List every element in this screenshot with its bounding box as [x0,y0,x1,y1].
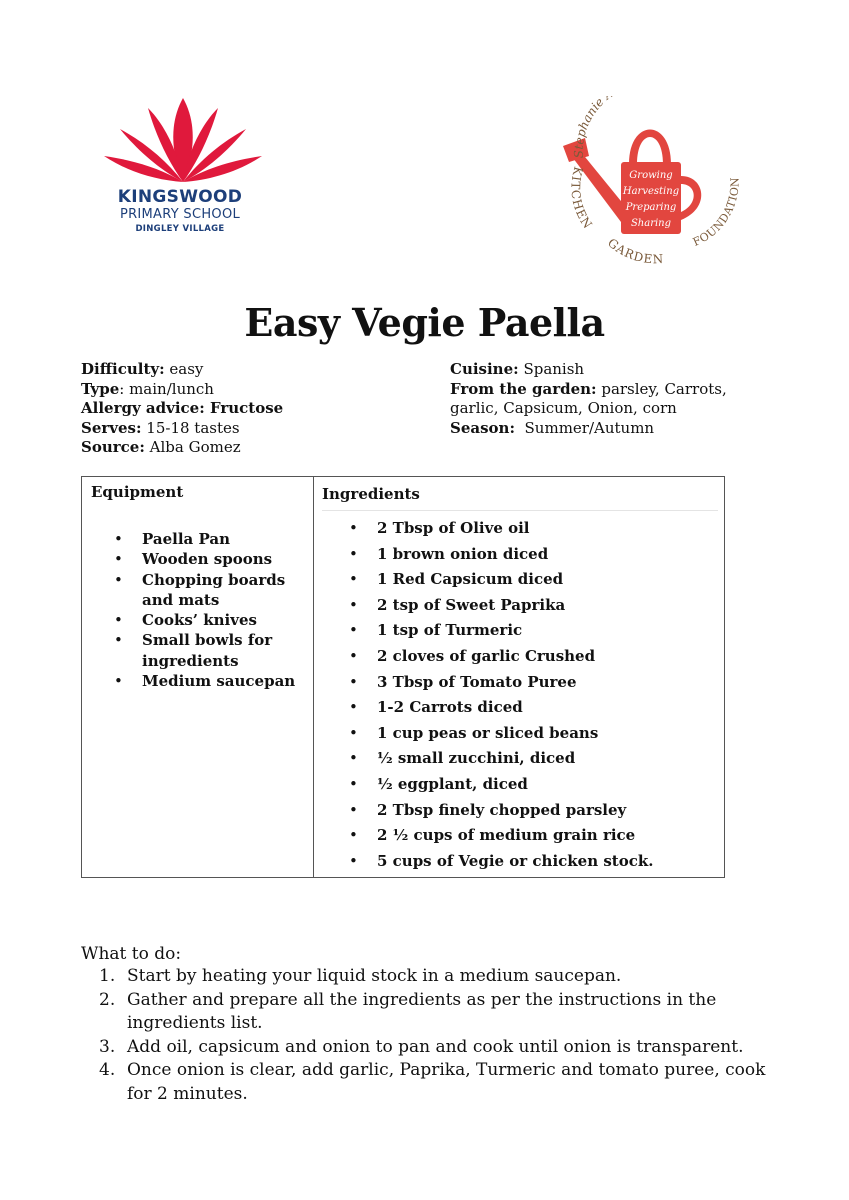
equipment-item: • Paella Pan [114,529,304,549]
meta-type: Type: main/lunch [81,379,214,398]
equipment-item: • Chopping boards and mats [114,570,304,611]
school-name-line1: KINGSWOOD [117,187,243,207]
can-word: Harvesting [622,186,680,197]
step-number: 1. [99,966,116,986]
ingredient-item: • 2 ½ cups of medium grain rice [349,823,719,849]
column-divider [313,477,314,877]
school-name-line3: DINGLEY VILLAGE [135,224,225,234]
ingredient-item: • 1-2 Carrots diced [349,695,719,721]
can-word: Growing [629,170,673,181]
watering-can-icon [555,96,745,266]
svg-text:GARDEN [605,236,665,266]
ingredient-item: • 2 Tbsp finely chopped parsley [349,798,719,824]
ingredient-item: • ½ eggplant, diced [349,772,719,798]
ingredient-item: • 1 tsp of Turmeric [349,618,719,644]
equipment-item: • Medium saucepan [114,671,304,691]
step-text: Once onion is clear, add garlic, Paprika, Turmeric and tomato puree, cook for 2 minutes. [127,1060,766,1104]
school-name-line2: PRIMARY SCHOOL [119,207,241,222]
step-number: 3. [99,1036,116,1057]
foundation-logo [555,96,745,266]
meta-garden: From the garden: parsley, Carrots, garlic, Capsicum, Onion, corn [450,379,727,417]
ingredient-item: • 1 cup peas or sliced beans [349,721,719,747]
equipment-ingredients-table [81,476,725,878]
can-word: Preparing [625,202,677,213]
step-item [81,965,781,989]
step-item [81,989,781,1036]
ingredients-list [349,516,719,874]
equipment-item: • Wooden spoons [114,549,304,569]
step-text: Gather and prepare all the ingredients as per the instructions in the ingredients list. [127,989,717,1033]
step-item [81,1036,781,1060]
ingredient-item: • 5 cups of Vegie or chicken stock. [349,849,719,875]
meta-difficulty: Difficulty: easy [81,360,204,378]
steps-list [81,965,781,1106]
step-item [81,1059,781,1106]
ingredient-item: • 2 tsp of Sweet Paprika [349,593,719,619]
ingredient-item: • 2 cloves of garlic Crushed [349,644,719,670]
ingredient-item: • 1 brown onion diced [349,542,719,568]
school-name [100,188,260,236]
can-word: Sharing [630,218,672,229]
step-number: 2. [99,989,116,1010]
meta-serves: Serves: 15-18 tastes [81,418,240,437]
ingredient-item: • 2 Tbsp of Olive oil [349,516,719,542]
ingredient-item: • 1 Red Capsicum diced [349,567,719,593]
foundation-arc-left: KITCHEN [568,165,596,232]
foundation-arc-bottom: GARDEN [604,235,665,266]
step-number: 4. [99,1060,116,1080]
foundation-arc-right: FOUNDATION [690,177,742,249]
meta-season: Season: Summer/Autumn [450,418,655,437]
step-text: Add oil, capsicum and onion to pan and cook until onion is transparent. [127,1036,744,1057]
steps-heading: What to do: [81,944,182,964]
ingredient-item: • ½ small zucchini, diced [349,746,719,772]
equipment-list [114,529,304,691]
meta-source: Source: Alba Gomez [81,438,241,456]
recipe-meta-left [81,360,283,458]
ingredients-heading: Ingredients [322,485,420,503]
ingredient-item: • 3 Tbsp of Tomato Puree [349,670,719,696]
meta-allergy: Allergy advice: Fructose [81,399,284,417]
step-text: Start by heating your liquid stock in a medium saucepan. [127,966,622,986]
meta-cuisine: Cuisine: Spanish [450,360,585,378]
foundation-arc-top: Stephanie [571,96,607,159]
recipe-title: Easy Vegie Paella [244,300,605,345]
recipe-meta-right [450,360,770,438]
equipment-item: • Small bowls for ingredients [114,630,304,671]
equipment-item: • Cooks’ knives [114,610,304,630]
lotus-icon [98,96,268,188]
equipment-heading: Equipment [91,483,184,501]
ingredients-heading-rule [322,510,718,511]
